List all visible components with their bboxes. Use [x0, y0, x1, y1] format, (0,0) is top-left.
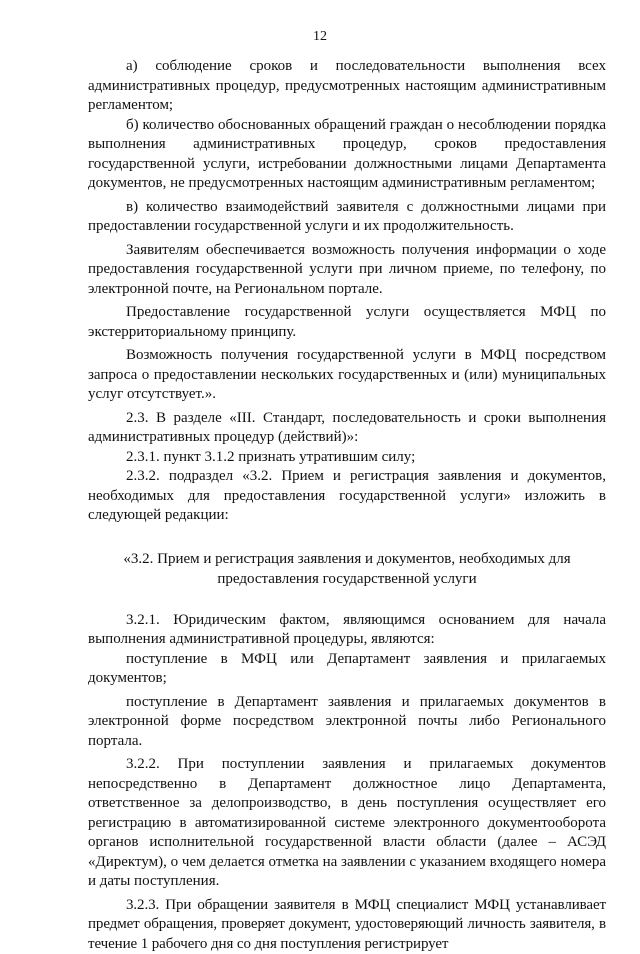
document-body [88, 57, 606, 954]
paragraph-item-a: а) соблюдение сроков и последовательности выполнения всех административных процедур, предусмотренных настоящим административным регламентом; [88, 57, 606, 116]
paragraph-info-access: Заявителям обеспечивается возможность получения информации о ходе предоставления государственной услуги при личном приеме, по телефону, по электронной почте, на Региональном портале. [88, 241, 606, 300]
paragraph-receipt-electronic: поступление в Департамент заявления и прилагаемых документов в электронной форме посредством электронной почты либо Регионального портала. [88, 693, 606, 752]
paragraph-3-2-2: 3.2.2. При поступлении заявления и прилагаемых документов непосредственно в Департамент должностное лицо Департамента, ответственное за делопроизводство, в день поступления осуществляет его регистрацию в автоматизированной системе электронного документооборота органов исполнительной государственной власти области (далее – АСЭД «Директум), о чем делается отметка на заявлении с указанием входящего номера и даты поступления. [88, 755, 606, 892]
paragraph-2-3-1: 2.3.1. пункт 3.1.2 признать утратившим силу; [88, 448, 606, 468]
paragraph-item-v: в) количество взаимодействий заявителя с должностными лицами при предоставлении государственной услуги и их продолжительность. [88, 198, 606, 237]
paragraph-extraterritorial: Предоставление государственной услуги осуществляется МФЦ по экстерриториальному принципу. [88, 303, 606, 342]
paragraph-3-2-3: 3.2.3. При обращении заявителя в МФЦ специалист МФЦ устанавливает предмет обращения, проверяет документ, удостоверяющий личность заявителя, в течение 1 рабочего дня со дня поступления регистрирует [88, 896, 606, 954]
paragraph-receipt-mfc: поступление в МФЦ или Департамент заявления и прилагаемых документов; [88, 650, 606, 689]
paragraph-item-b: б) количество обоснованных обращений граждан о несоблюдении порядка выполнения административных процедур, сроков предоставления государственной услуги, истребовании должностными лицами Департамента документов, не предусмотренных настоящим административным регламентом; [88, 116, 606, 194]
paragraph-2-3: 2.3. В разделе «III. Стандарт, последовательность и сроки выполнения административных процедур (действий)»: [88, 409, 606, 448]
section-heading: «3.2. Прием и регистрация заявления и документов, необходимых для предоставления государственной услуги [88, 549, 606, 589]
paragraph-2-3-2: 2.3.2. подраздел «3.2. Прием и регистрация заявления и документов, необходимых для предоставления государственной услуги» изложить в следующей редакции: [88, 467, 606, 526]
paragraph-3-2-1: 3.2.1. Юридическим фактом, являющимся основанием для начала выполнения административной процедуры, являются: [88, 611, 606, 650]
page-number: 12 [0, 27, 640, 47]
paragraph-complex-request: Возможность получения государственной услуги в МФЦ посредством запроса о предоставлении нескольких государственных и (или) муниципальных услуг отсутствует.». [88, 346, 606, 405]
